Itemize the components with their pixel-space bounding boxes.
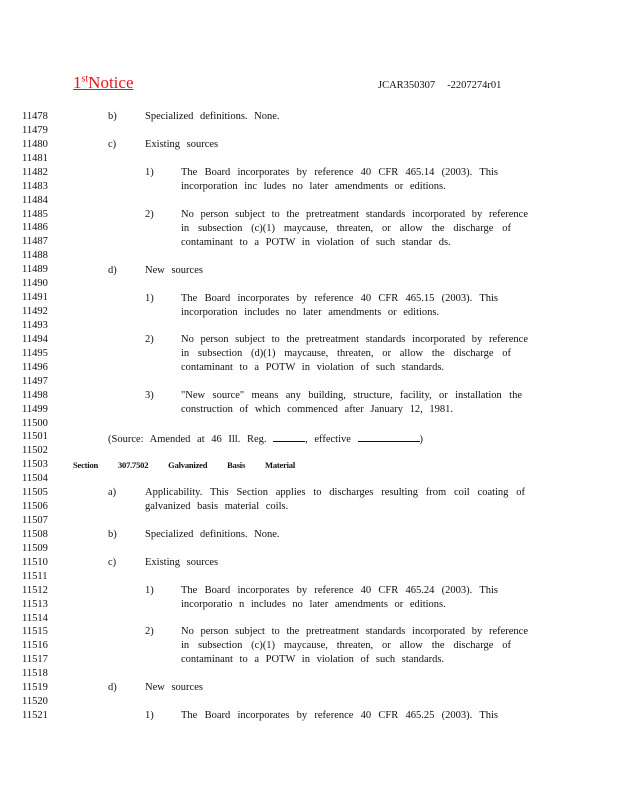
line-number: 11508: [22, 528, 48, 540]
source-prefix: (Source: Amended at 46 Ill. Reg.: [108, 434, 267, 445]
body-line: "New source" means any building, structure, facility, or installation the: [181, 390, 522, 401]
blank-field: [273, 432, 305, 442]
body-line: The Board incorporates by reference 40 CFR 465.24 (2003). This: [181, 585, 498, 596]
item-label: 1): [145, 293, 154, 304]
item-label: a): [108, 487, 117, 498]
item-label: c): [108, 557, 117, 568]
line-number: 11489: [22, 264, 48, 276]
line-number: 11495: [22, 347, 48, 359]
line-number: 11512: [22, 584, 48, 596]
item-label: b): [108, 529, 117, 540]
line-number: 11509: [22, 542, 48, 554]
source-mid: , effective: [305, 434, 351, 445]
line-number: 11497: [22, 375, 48, 387]
body-line: galvanized basis material coils.: [145, 501, 289, 512]
item-label: 3): [145, 390, 154, 401]
body-line: Existing sources: [145, 139, 219, 150]
item-label: 2): [145, 334, 154, 345]
notice-ordinal: st: [81, 73, 89, 85]
line-number: 11505: [22, 487, 48, 499]
source-note: [108, 432, 423, 446]
jcar-code: [378, 80, 501, 91]
line-number: 11507: [22, 515, 48, 526]
line-number: 11499: [22, 403, 48, 415]
body-line: Specialized definitions. None.: [145, 111, 280, 122]
line-number: 11485: [22, 208, 48, 220]
line-number: 11511: [22, 570, 48, 582]
notice-number: 1: [73, 73, 82, 92]
line-number: 11491: [22, 292, 48, 304]
line-number: 11494: [22, 333, 48, 345]
body-line: No person subject to the pretreatment standards incorporated by reference: [181, 334, 528, 345]
line-number: 11496: [22, 361, 48, 373]
line-number: 11498: [22, 389, 48, 401]
line-number: 11487: [22, 236, 48, 248]
body-line: in subsection (c)(1) maycause, threaten, or allow the discharge of: [181, 640, 511, 651]
item-label: c): [108, 139, 117, 150]
line-number: 11502: [22, 445, 48, 457]
body-line: The Board incorporates by reference 40 CFR 465.15 (2003). This: [181, 293, 498, 304]
item-label: 1): [145, 710, 154, 721]
line-number: 11517: [22, 654, 48, 666]
line-number: 11513: [22, 598, 48, 610]
item-label: b): [108, 111, 117, 122]
line-number: 11490: [22, 278, 48, 290]
body-line: in subsection (c)(1) maycause, threaten, or allow the discharge of: [181, 223, 511, 234]
body-line: The Board incorporates by reference 40 CFR 465.25 (2003). This: [181, 710, 498, 721]
body-line: No person subject to the pretreatment standards incorporated by reference: [181, 626, 528, 637]
jcar-code-right: -2207274r01: [447, 80, 502, 91]
line-number: 11492: [22, 306, 48, 317]
body-line: The Board incorporates by reference 40 CFR 465.14 (2003). This: [181, 167, 498, 178]
body-line: New sources: [145, 265, 203, 276]
line-number: 11503: [22, 459, 48, 471]
body-line: No person subject to the pretreatment standards incorporated by reference: [181, 209, 528, 220]
line-number: 11521: [22, 710, 48, 721]
line-number: 11500: [22, 417, 48, 429]
notice-heading: [73, 73, 146, 93]
line-number: 11520: [22, 696, 48, 708]
line-number: 11515: [22, 626, 48, 638]
body-line: contaminant to a POTW in violation of such standards.: [181, 654, 445, 665]
body-line: Applicability. This Section applies to discharges resulting from coil coating of: [145, 487, 525, 498]
body-line: contaminant to a POTW in violation of such standards.: [181, 362, 445, 373]
item-label: d): [108, 682, 117, 693]
line-number: 11516: [22, 640, 48, 652]
item-label: d): [108, 265, 117, 276]
source-suffix: ): [419, 434, 424, 445]
line-number: 11510: [22, 556, 48, 568]
line-number: 11484: [22, 194, 48, 206]
item-label: 1): [145, 585, 154, 596]
line-number: 11504: [22, 473, 48, 485]
line-number: 11519: [22, 682, 48, 694]
line-number: 11481: [22, 152, 48, 164]
line-number: 11514: [22, 612, 48, 624]
body-line: construction of which commenced after January 12, 1981.: [181, 404, 454, 415]
section-heading: Section 307.7502 Galvanized Basis Material: [73, 460, 296, 470]
notice-word: Notice: [88, 73, 134, 92]
line-number: 11478: [22, 111, 48, 122]
item-label: 1): [145, 167, 154, 178]
line-number: 11486: [22, 222, 48, 234]
line-number: 11483: [22, 180, 48, 192]
blank-field: [358, 432, 420, 442]
line-number: 11501: [22, 431, 48, 443]
body-line: New sources: [145, 682, 203, 693]
line-number: 11479: [22, 124, 48, 136]
body-line: incorporation includes no later amendments or editions.: [181, 307, 440, 318]
body-line: incorporation inc ludes no later amendments or editions.: [181, 181, 446, 192]
body-line: Existing sources: [145, 557, 219, 568]
line-number: 11480: [22, 138, 48, 150]
item-label: 2): [145, 209, 154, 220]
line-number: 11488: [22, 250, 48, 262]
line-number: 11493: [22, 319, 48, 331]
body-line: contaminant to a POTW in violation of such standar ds.: [181, 237, 451, 248]
line-number: 11506: [22, 501, 48, 512]
line-number: 11518: [22, 668, 48, 680]
body-line: Specialized definitions. None.: [145, 529, 280, 540]
item-label: 2): [145, 626, 154, 637]
body-line: in subsection (d)(1) maycause, threaten, or allow the discharge of: [181, 348, 511, 359]
line-number: 11482: [22, 166, 48, 178]
jcar-code-left: JCAR350307: [378, 80, 436, 91]
body-line: incorporatio n includes no later amendments or editions.: [181, 599, 446, 610]
